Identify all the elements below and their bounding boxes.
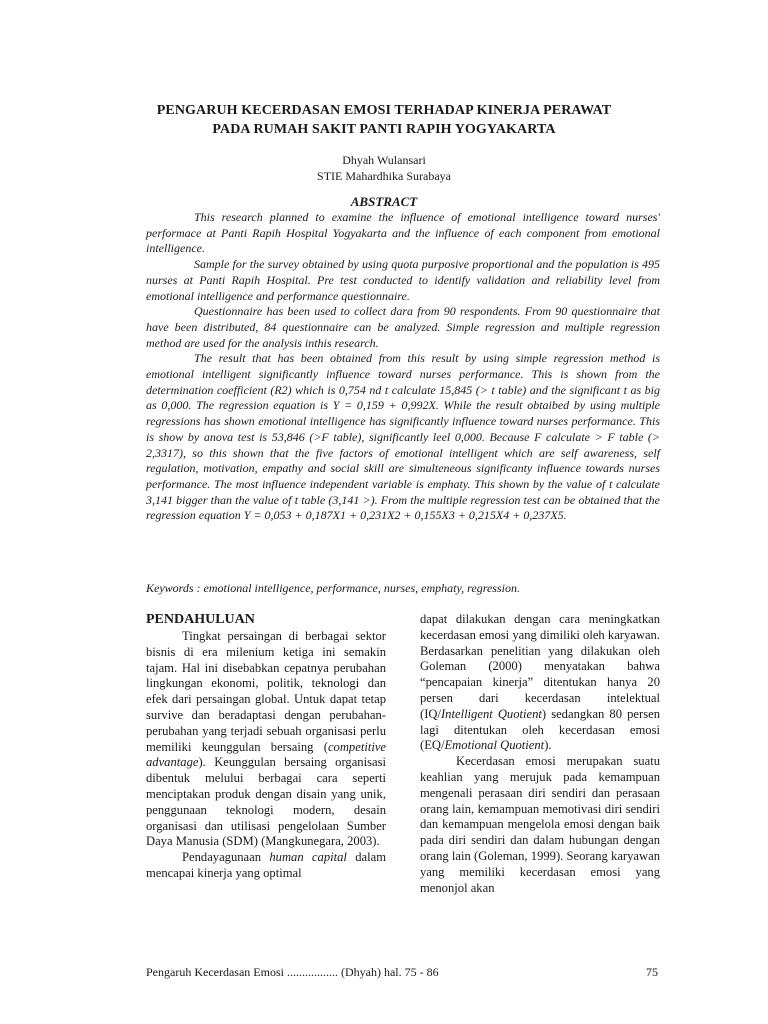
abstract-paragraph: Sample for the survey obtained by using quota purposive proportional and the population is 495 nurses at Panti Rapih Hospital. Pre test conducted to identify validation and reliability level from emotional intelligence and performance questionnaire. <box>146 257 660 303</box>
left-column <box>146 611 386 882</box>
right-column <box>420 612 660 896</box>
section-heading: PENDAHULUAN <box>146 612 255 627</box>
text-run: ). <box>544 738 552 753</box>
text-run: ) sedangkan 80 persen lagi ditentukan oleh kecerdasan emosi (EQ/ <box>420 706 660 753</box>
italic-term: Intelligent Quotient <box>440 706 542 721</box>
body-paragraph <box>146 629 386 850</box>
abstract-body <box>146 210 660 524</box>
paper-title <box>100 101 668 139</box>
keywords: Keywords : emotional intelligence, performance, nurses, emphaty, regression. <box>146 581 520 595</box>
author-name: Dhyah Wulansari <box>342 153 426 167</box>
page-number: 75 <box>646 965 658 979</box>
text-run: Tingkat persaingan di berbagai sektor bisnis di era milenium ketiga ini semakin tajam. Hal ini disebabkan cepatnya perubahan lingkungan ekonomi, politik, teknologi dan efek dari persaingan global. Untuk dapat tetap survive dan beradaptasi dengan perubahan-perubahan yang terjadi sebuah organisasi perlu memiliki keunggulan bersaing ( <box>146 629 386 754</box>
body-paragraph <box>146 850 386 882</box>
author-affiliation: STIE Mahardhika Surabaya <box>317 169 451 183</box>
italic-term: Emotional Quotient <box>444 738 545 753</box>
running-footer: Pengaruh Kecerdasan Emosi ................. (Dhyah) hal. 75 - 86 <box>146 965 439 979</box>
italic-term: human capital <box>269 850 347 865</box>
text-run: dapat dilakukan dengan cara meningkatkan kecerdasan emosi yang dimiliki oleh karyawan. Berdasarkan penelitian yang dilakukan oleh Goleman (2000) menyatakan bahwa “pencapaian kinerja” ditentukan hanya 20 persen dari kecerdasan intelektual (IQ/ <box>420 612 660 721</box>
abstract-heading: ABSTRACT <box>350 194 418 209</box>
abstract-paragraph: Questionnaire has been used to collect dara from 90 respondents. From 90 questionnaire that have been distributed, 84 questionnaire can be analyzed. Simple regression and multiple regression method are used for the analysis inthis research. <box>146 304 660 350</box>
body-paragraph: Kecerdasan emosi merupakan suatu keahlian yang merujuk pada kemampuan mengenali perasaan diri sendiri dan perasaan orang lain, kemampuan memotivasi diri sendiri dan kemampuan mengelola emosi dengan baik pada diri sendiri dan dalam hubungan dengan orang lain (Goleman, 1999). Seorang karyawan yang memiliki kecerdasan emosi yang menonjol akan <box>420 754 660 895</box>
title-line-1: PENGARUH KECERDASAN EMOSI TERHADAP KINERJA PERAWAT <box>156 103 612 118</box>
abstract-paragraph: This research planned to examine the influence of emotional intelligence toward nurses' performace at Panti Rapih Hospital Yogyakarta and the influence of each component from emotional intelligence. <box>146 210 660 256</box>
author-block <box>100 152 668 184</box>
text-run: ). Keunggulan bersaing organisasi dibentuk melului berbagai cara seperti menciptakan produk dengan disain yang unik, penggunaan teknologi modern, desain organisasi dan utilisasi pengelolaan Sumber Daya Manusia (SDM) (Mangkunegara, 2003). <box>146 755 386 849</box>
text-run: dalam mencapai kinerja yang optimal <box>146 850 386 880</box>
italic-term: competitive advantage <box>146 739 386 770</box>
text-run: Pendayagunaan <box>182 850 270 865</box>
body-paragraph <box>420 612 660 754</box>
title-line-2: PADA RUMAH SAKIT PANTI RAPIH YOGYAKARTA <box>212 122 556 137</box>
abstract-paragraph: The result that has been obtained from this result by using simple regression method is emotional intelligent significantly influence toward nurses performance. This is shown from the determination coefficient (R2) which is 0,754 nd t calculate 15,845 (> t table) and the significant t as big as 0,000. The regression equation is Y = 0,159 + 0,992X. While the result obtaibed by using multiple regressions has shown emotional intelligence has significantly influence toward nurses performance. This is show by anova test is 53,846 (>F table), significantly leel 0,000. Because F calculate > F table (> 2,3317), so this shown that the five factors of emotional intelligent which are self awareness, self regulation, motivation, empathy and social skill are simulteneous significanty influence towards nurses performance. The most influence independent variable is emphaty. This shown by the value of t calculate 3,141 bigger than the value of t table (3,141 >). From the multiple regression test can be obtained that the regression equation Y = 0,053 + 0,187X1 + 0,231X2 + 0,155X3 + 0,215X4 + 0,237X5. <box>146 351 660 523</box>
